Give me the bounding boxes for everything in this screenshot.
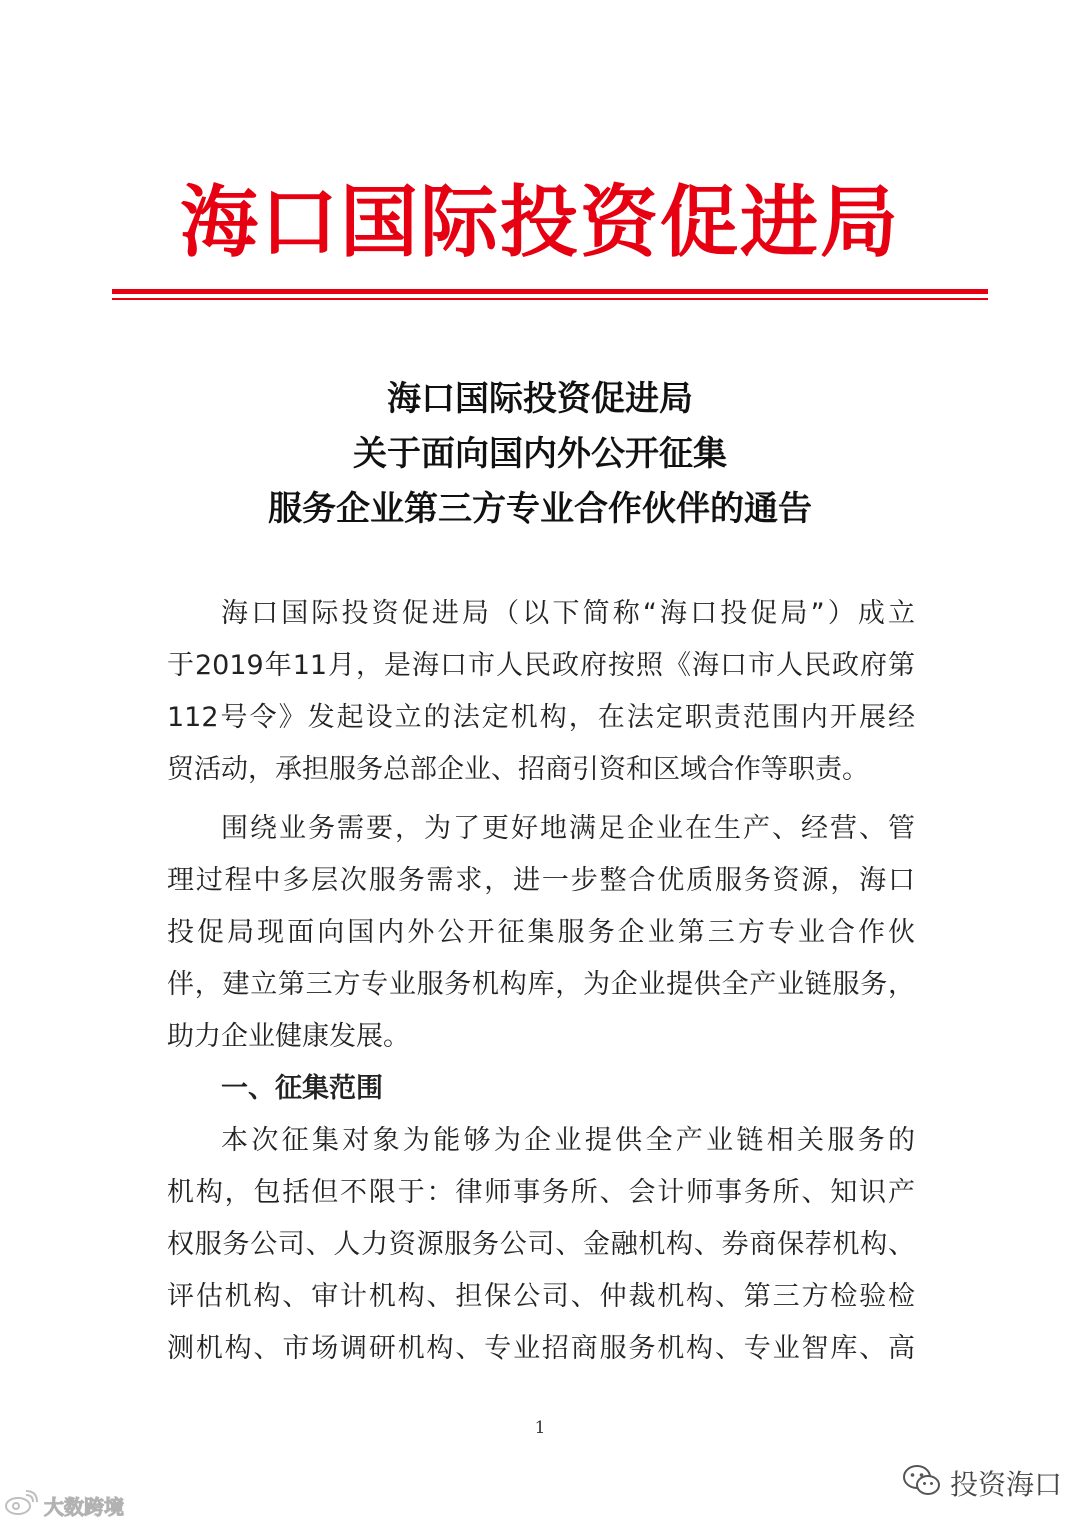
paragraph-line: 伴，建立第三方专业服务机构库，为企业提供全产业链服务， [167,969,915,1000]
paragraph-line: 理过程中多层次服务需求，进一步整合优质服务资源，海口 [167,865,915,896]
watermark-right [902,1460,1062,1506]
paragraph-line: 权服务公司、人力资源服务公司、金融机构、券商保荐机构、 [167,1229,915,1260]
paragraph-line: 测机构、市场调研机构、专业招商服务机构、专业智库、高 [167,1333,915,1364]
page-number: 1 [534,1418,546,1438]
watermark-left [4,1488,124,1522]
wechat-icon [902,1464,942,1502]
paragraph-scope [167,1115,915,1375]
watermark-right-text: 投资海口 [949,1468,1062,1501]
paragraph-purpose [167,803,915,1063]
paragraph-line: 于2019年11月，是海口市人民政府按照《海口市人民政府第 [167,650,915,681]
paragraph-line: 本次征集对象为能够为企业提供全产业链相关服务的 [221,1125,915,1156]
paragraph-line: 贸活动，承担服务总部企业、招商引资和区域合作等职责。 [167,754,869,785]
paragraph-line: 投促局现面向国内外公开征集服务企业第三方专业合作伙 [167,917,915,948]
paragraph-intro [167,588,915,796]
masthead-rule-thin [112,298,988,300]
title-line-2: 关于面向国内外公开征集 [353,434,727,474]
paragraph-line: 112号令》发起设立的法定机构，在法定职责范围内开展经 [167,702,915,733]
paragraph-line: 评估机构、审计机构、担保公司、仲裁机构、第三方检验检 [167,1281,915,1312]
masthead-rule-thick [112,289,988,294]
paragraph-line: 海口国际投资促进局（以下简称“海口投促局”）成立 [221,598,915,629]
section-heading: 一、征集范围 [221,1073,383,1104]
weibo-icon [4,1490,38,1520]
paragraph-line: 围绕业务需要，为了更好地满足企业在生产、经营、管 [221,813,915,844]
watermark-left-text: 大数跨境 [44,1494,124,1519]
title-line-3: 服务企业第三方专业合作伙伴的通告 [268,489,812,529]
title-line-1: 海口国际投资促进局 [387,379,693,419]
paragraph-line: 机构，包括但不限于：律师事务所、会计师事务所、知识产 [167,1177,915,1208]
document-title [0,372,1080,537]
document-body [167,588,915,1375]
paragraph-line: 助力企业健康发展。 [167,1021,410,1052]
masthead-org-name: 海口国际投资促进局 [179,177,900,268]
